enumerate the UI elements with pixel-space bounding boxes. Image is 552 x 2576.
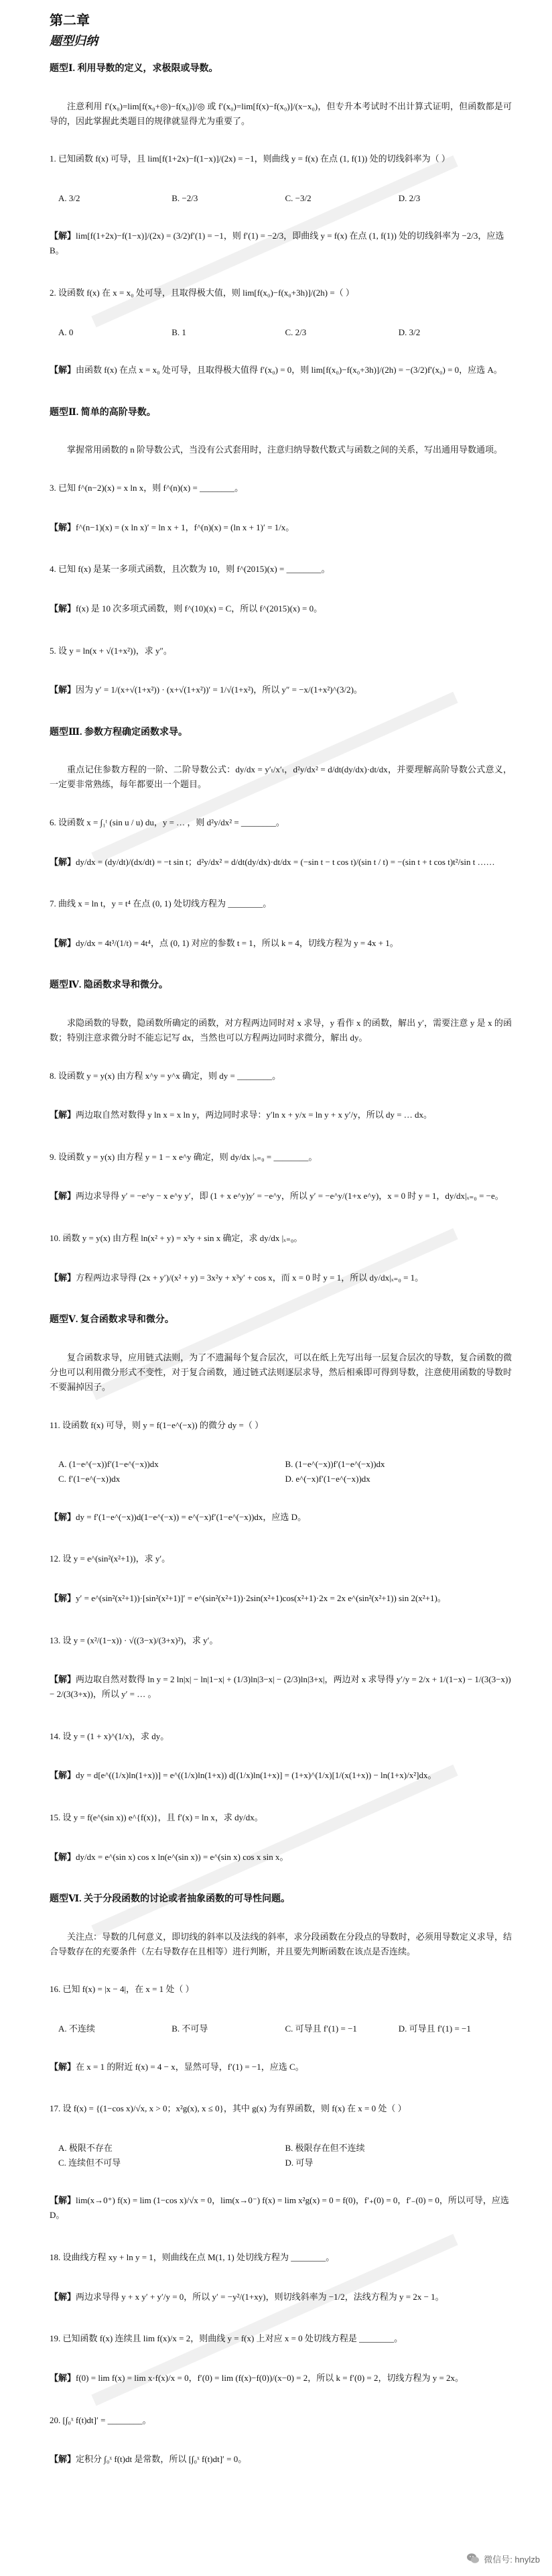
topic-heading: 题型Ⅴ. 复合函数求导和微分。 xyxy=(50,1315,174,1326)
solution-text: dy/dx = e^(sin x) cos x ln(e^(sin x)) = e^(sin x) cos x sin x。 xyxy=(76,1851,289,1862)
problem-statement: 10. 函数 y = y(x) 由方程 ln(x² + y) = x³y + sin x 确定，求 dy/dx |ₓ₌₀。 xyxy=(50,1233,303,1244)
problem-statement: 18. 设曲线方程 xy + ln y = 1，则曲线在点 M(1, 1) 处切线方程为 ________。 xyxy=(50,2252,335,2263)
answer-option: D. e^(−x)f′(1−e^(−x))dx xyxy=(285,1474,370,1484)
problem-statement: 7. 曲线 x = ln t，y = t⁴ 在点 (0, 1) 处切线方程为 ________。 xyxy=(50,898,272,909)
solution-tag: 【解】 xyxy=(50,1191,76,1202)
solution xyxy=(50,1189,512,1204)
solution xyxy=(50,2371,512,2386)
solution xyxy=(50,2193,512,2223)
solution-text: 方程两边求导得 (2x + y′)/(x² + y) = 3x²y + x³y′ + cos x，而 x = 0 时 y = 1，所以 dy/dx|ₓ₌₀ = 1。 xyxy=(76,1272,424,1283)
solution-tag: 【解】 xyxy=(50,937,76,948)
solution-text: 因为 y′ = 1/(x+√(1+x²)) · (x+√(1+x²))′ = 1/√(1+x²)，所以 y″ = −x/(1+x²)^(3/2)。 xyxy=(76,685,362,695)
solution-text: y′ = e^(sin²(x²+1))·[sin²(x²+1)]′ = e^(sin²(x²+1))·2sin(x²+1)cos(x²+1)·2x = 2x e^(sin²(x²+1)) sin 2(x²+1)。 xyxy=(76,1592,446,1603)
solution xyxy=(50,1271,512,1285)
solution-tag: 【解】 xyxy=(50,856,76,867)
answer-option: B. −2/3 xyxy=(171,192,198,203)
problem-statement: 20. [∫₀ˣ f(t)dt]′ = ________。 xyxy=(50,2414,151,2425)
answer-options xyxy=(58,325,512,340)
answer-option: D. 可导 xyxy=(285,2157,314,2168)
topic-heading: 题型Ⅵ. 关于分段函数的讨论或者抽象函数的可导性问题。 xyxy=(50,1894,291,1905)
answer-option: B. 极限存在但不连续 xyxy=(285,2142,365,2153)
answer-option: C. 2/3 xyxy=(285,327,307,337)
solution xyxy=(50,520,512,535)
explanation-paragraph: 复合函数求导，应用链式法则，为了不遗漏每个复合层次，可以在纸上先写出每一层复合层次的导数，复合函数的微分也可以利用微分形式不变性，对于复合函数，通过链式法则逐层求导，然后相乘即可得到导数，注意使用函数的导数时不要漏掉因子。 xyxy=(50,1352,512,1392)
explanation-paragraph: 关注点：导数的几何意义，即切线的斜率以及法线的斜率，求分段函数在分段点的导数时，必须用导数定义求导，结合导数存在的充要条件（左右导数存在且相等）进行判断，并且要先判断函数在该点是否连续。 xyxy=(50,1931,512,1956)
solution xyxy=(50,601,512,616)
solution xyxy=(50,1672,512,1702)
solution xyxy=(50,683,512,697)
problem-statement: 15. 设 y = f(e^(sin x)) e^{f(x)}，且 f′(x) = ln x，求 dy/dx。 xyxy=(50,1812,263,1822)
problem-statement: 8. 设函数 y = y(x) 由方程 x^y = y^x 确定，则 dy = ________。 xyxy=(50,1070,281,1081)
problem-statement: 9. 设函数 y = y(x) 由方程 y = 1 − x e^y 确定，则 dy/dx |ₓ₌₀ = ________。 xyxy=(50,1151,318,1162)
problem-statement: 19. 已知函数 f(x) 连续且 lim f(x)/x = 2，则曲线 y = f(x) 上对应 x = 0 处切线方程是 ________。 xyxy=(50,2333,403,2344)
problem-statement: 13. 设 y = (x²/(1−x)) · √((3−x)/(3+x)²)，求 y′。 xyxy=(50,1635,218,1645)
solution-tag: 【解】 xyxy=(50,1592,76,1603)
answer-options xyxy=(58,1457,512,1486)
answer-options xyxy=(58,2022,512,2036)
wechat-icon xyxy=(466,2552,480,2565)
answer-option: B. 不可导 xyxy=(171,2024,208,2034)
solution-text: 两边取自然对数得 y ln x = x ln y，两边同时求导：y′ln x + y/x = ln y + x y′/y，所以 dy = … dx。 xyxy=(76,1110,433,1120)
solution-text: f^(n−1)(x) = (x ln x)′ = ln x + 1，f^(n)(x) = (ln x + 1)′ = 1/x。 xyxy=(76,522,295,532)
solution xyxy=(50,1591,512,1606)
solution xyxy=(50,1108,512,1122)
problem-statement: 3. 已知 f^(n−2)(x) = x ln x，则 f^(n)(x) = ________。 xyxy=(50,483,244,493)
solution-text: dy = d[e^((1/x)ln(1+x))] = e^((1/x)ln(1+x)) d[(1/x)ln(1+x)] = (1+x)^(1/x)[1/(x(1+x)) − ln(1+x)/x²]dx。 xyxy=(76,1770,437,1781)
solution xyxy=(50,229,512,258)
solution-text: 两边取自然对数得 ln y = 2 ln|x| − ln|1−x| + (1/3)ln|3−x| − (2/3)ln|3+x|，两边对 x 求导得 y′/y = 2/x + 1/(1−x) − 1/(3(3−x)) − 2/(3(3+x))，所以 y′ = … 。 xyxy=(50,1674,511,1700)
solution-tag: 【解】 xyxy=(50,231,76,241)
section-title: 题型归纳 xyxy=(50,34,98,48)
solution-tag: 【解】 xyxy=(50,2291,76,2302)
answer-option: C. 连续但不可导 xyxy=(58,2157,121,2168)
solution xyxy=(50,2452,512,2467)
solution-tag: 【解】 xyxy=(50,603,76,613)
solution-tag: 【解】 xyxy=(50,522,76,532)
solution xyxy=(50,363,512,377)
solution-text: 由函数 f(x) 在点 x = x₀ 处可导，且取得极大值得 f′(x₀) = 0，则 lim[f(x₀)−f(x₀+3h)]/(2h) = −(3/2)f′(x₀) = 0，应选 A。 xyxy=(76,365,502,375)
problem-statement: 6. 设函数 x = ∫₁ᵗ (sin u / u) du，y = … ，则 d²y/dx² = ________。 xyxy=(50,817,285,827)
solution-text: dy = f′(1−e^(−x))d(1−e^(−x)) = e^(−x)f′(1−e^(−x))dx，应选 D。 xyxy=(76,1511,307,1522)
solution-tag: 【解】 xyxy=(50,365,76,375)
chapter-title: 第二章 xyxy=(50,13,90,28)
solution xyxy=(50,1768,512,1783)
solution-tag: 【解】 xyxy=(50,1674,76,1685)
problem-statement: 2. 设函数 f(x) 在 x = x₀ 处可导，且取得极大值，则 lim[f(x₀)−f(x₀+3h)]/(2h) =（ ） xyxy=(50,288,354,298)
solution-text: 在 x = 1 的附近 f(x) = 4 − x，显然可导，f′(1) = −1，应选 C。 xyxy=(76,2061,304,2072)
topic-heading: 题型Ⅳ. 隐函数求导和微分。 xyxy=(50,980,168,991)
solution-text: lim[f(1+2x)−f(1−x)]/(2x) = (3/2)f′(1) = −1，则 f′(1) = −2/3，即曲线 y = f(x) 在点 (1, f(1)) 处的切线斜率为 −2/3，应选 B。 xyxy=(50,231,504,256)
problem-statement: 1. 已知函数 f(x) 可导，且 lim[f(1+2x)−f(1−x)]/(2x) = −1，则曲线 y = f(x) 在点 (1, f(1)) 处的切线斜率为（ ） xyxy=(50,154,450,164)
topic-heading: 题型Ⅲ. 参数方程确定函数求导。 xyxy=(50,727,188,738)
solution-tag: 【解】 xyxy=(50,1770,76,1781)
solution-text: 两边求导得 y + x y′ + y′/y = 0，所以 y′ = −y²/(1+xy)，则切线斜率为 −1/2，法线方程为 y = 2x − 1。 xyxy=(76,2291,444,2302)
solution-tag: 【解】 xyxy=(50,685,76,695)
topic-heading: 题型Ⅰ. 利用导数的定义，求极限或导数。 xyxy=(50,64,218,74)
answer-options xyxy=(58,2141,512,2170)
wechat-credit xyxy=(466,2552,540,2565)
solution xyxy=(50,2290,512,2304)
solution-tag: 【解】 xyxy=(50,2454,76,2465)
solution-text: 两边求导得 y′ = −e^y − x e^y y′，即 (1 + x e^y)y′ = −e^y，所以 y′ = −e^y/(1+x e^y)，x = 0 时 y = 1，dy/dx|ₓ₌₀ = −e。 xyxy=(76,1191,504,1202)
solution-tag: 【解】 xyxy=(50,1272,76,1283)
answer-option: C. 可导且 f′(1) = −1 xyxy=(285,2024,357,2034)
solution xyxy=(50,1850,512,1865)
problem-statement: 12. 设 y = e^(sin²(x²+1))，求 y′。 xyxy=(50,1554,171,1564)
explanation-paragraph: 求隐函数的导数，隐函数所确定的函数，对方程两边同时对 x 求导，y 看作 x 的函数，解出 y′，需要注意 y 是 x 的函数；特别注意求微分时不能忘记写 dx，当然也可以方程两边同时求微分，解出 dy。 xyxy=(50,1018,512,1043)
solution-tag: 【解】 xyxy=(50,1110,76,1120)
wechat-id-text: 微信号: hnylzb xyxy=(484,2554,540,2565)
solution xyxy=(50,936,512,951)
solution xyxy=(50,855,512,870)
problem-statement: 17. 设 f(x) = {(1−cos x)/√x, x > 0；x²g(x), x ≤ 0}，其中 g(x) 为有界函数，则 f(x) 在 x = 0 处（ ） xyxy=(50,2103,407,2114)
explanation-paragraph: 掌握常用函数的 n 阶导数公式，当没有公式套用时，注意归纳导数代数式与函数之间的关系，写出通用导数通项。 xyxy=(67,445,503,455)
solution-text: dy/dx = (dy/dt)/(dx/dt) = −t sin t；d²y/dx² = d/dt(dy/dx)·dt/dx = (−sin t − t cos t)/(sin t / t) = −(sin t + t cos t)t²/sin t …… xyxy=(76,856,495,867)
problem-list xyxy=(50,61,512,2467)
answer-option: A. 3/2 xyxy=(58,192,80,203)
answer-option: C. −3/2 xyxy=(285,192,312,203)
problem-statement: 16. 已知 f(x) = |x − 4|，在 x = 1 处（ ） xyxy=(50,1984,194,1995)
solution-text: dy/dx = 4t³/(1/t) = 4t⁴，点 (0, 1) 对应的参数 t = 1，所以 k = 4，切线方程为 y = 4x + 1。 xyxy=(76,937,399,948)
answer-option: B. 1 xyxy=(171,327,186,337)
solution-text: f(x) 是 10 次多项式函数，则 f^(10)(x) = C，所以 f^(2015)(x) = 0。 xyxy=(76,603,323,613)
answer-option: D. 3/2 xyxy=(398,327,421,337)
answer-option: A. (1−e^(−x))f′(1−e^(−x))dx xyxy=(58,1459,159,1470)
solution-tag: 【解】 xyxy=(50,2061,76,2072)
solution-tag: 【解】 xyxy=(50,1511,76,1522)
answer-option: B. (1−e^(−x))f′(1−e^(−x))dx xyxy=(285,1459,385,1470)
answer-option: D. 2/3 xyxy=(398,192,421,203)
solution-text: 定积分 ∫₀ˣ f(t)dt 是常数，所以 [∫₀ˣ f(t)dt]′ = 0。 xyxy=(76,2454,247,2465)
solution xyxy=(50,2060,512,2074)
explanation-paragraph: 重点记住参数方程的一阶、二阶导数公式：dy/dx = y′ₜ/x′ₜ，d²y/dx² = d/dt(dy/dx)·dt/dx，并要理解高阶导数公式意义，一定要非常熟练，每年都要出一个题目。 xyxy=(50,764,512,790)
answer-option: A. 极限不存在 xyxy=(58,2142,113,2153)
problem-statement: 4. 已知 f(x) 是某一多项式函数，且次数为 10，则 f^(2015)(x) = ________。 xyxy=(50,564,330,575)
problem-statement: 5. 设 y = ln(x + √(1+x²))，求 y″。 xyxy=(50,645,172,656)
topic-heading: 题型Ⅱ. 简单的高阶导数。 xyxy=(50,407,156,418)
solution-tag: 【解】 xyxy=(50,2372,76,2383)
solution-tag: 【解】 xyxy=(50,1851,76,1862)
answer-options xyxy=(58,191,512,206)
solution xyxy=(50,1510,512,1525)
answer-option: C. f′(1−e^(−x))dx xyxy=(58,1474,121,1484)
answer-option: A. 0 xyxy=(58,327,74,337)
solution-text: f(0) = lim f(x) = lim x·f(x)/x = 0，f′(0) = lim (f(x)−f(0))/(x−0) = 2，所以 k = f′(0) = 2，切线方程为 y = 2x。 xyxy=(76,2372,464,2383)
problem-statement: 11. 设函数 f(x) 可导，则 y = f(1−e^(−x)) 的微分 dy =（ ） xyxy=(50,1419,264,1430)
explanation-paragraph: 注意利用 f′(x₀)=lim[f(x₀+◎)−f(x₀)]/◎ 或 f′(x₀)=lim[f(x)−f(x₀)]/(x−x₀)，但专升本考试时不出计算式证明，但函数都是可导的，因此掌握此类题目的规律就显得尤为重要了。 xyxy=(50,101,512,126)
problem-statement: 14. 设 y = (1 + x)^(1/x)，求 dy。 xyxy=(50,1731,169,1741)
solution-tag: 【解】 xyxy=(50,2195,76,2206)
answer-option: D. 可导且 f′(1) = −1 xyxy=(398,2024,471,2034)
solution-text: lim(x→0⁺) f(x) = lim (1−cos x)/√x = 0，lim(x→0⁻) f(x) = lim x²g(x) = 0 = f(0)，f′₊(0) = 0，f′₋(0) = 0，所以可导，应选 D。 xyxy=(50,2195,509,2221)
answer-option: A. 不连续 xyxy=(58,2024,95,2034)
